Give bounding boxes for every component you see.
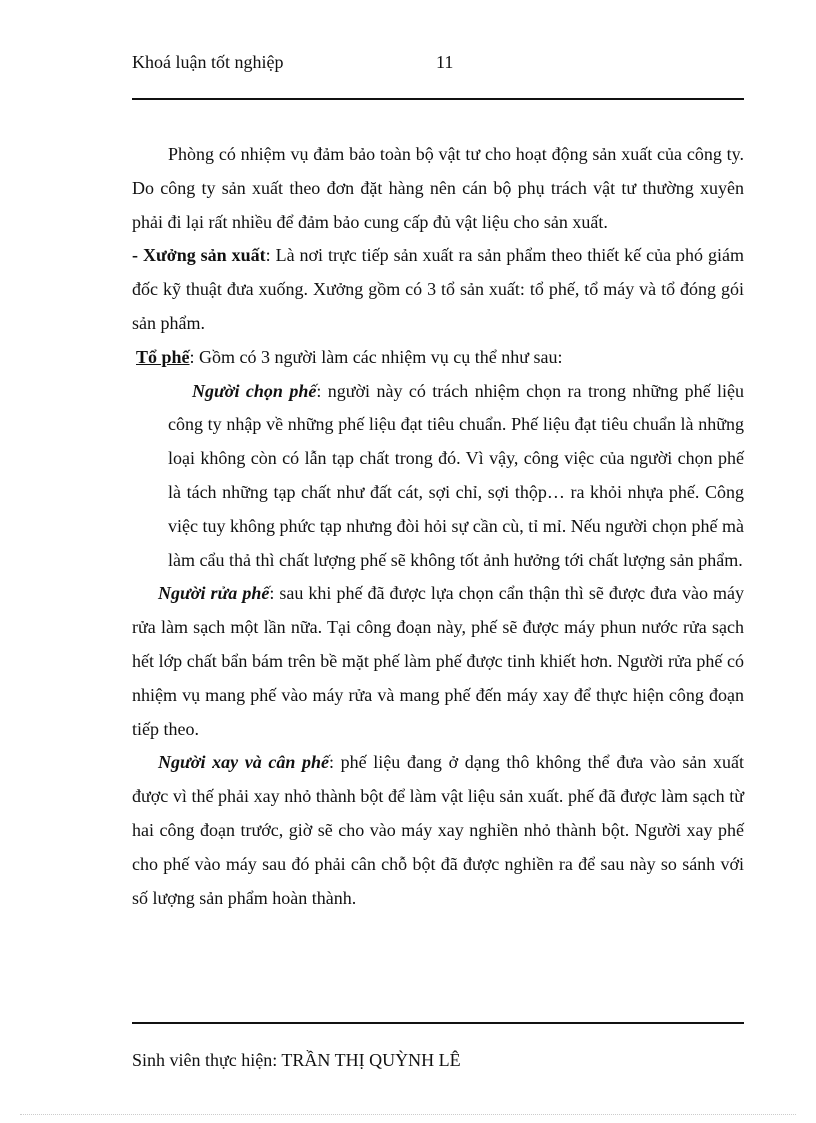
scrap-washer-label: Người rửa phế (158, 583, 270, 604)
paragraph-scrap-washer (132, 577, 744, 746)
page-edge-divider (20, 1114, 796, 1115)
header-title: Khoá luận tốt nghiệp (132, 52, 284, 72)
paragraph-scrap-sorter (132, 375, 744, 578)
scrap-team-text: : Gồm có 3 người làm các nhiệm vụ cụ thể như sau: (189, 346, 563, 367)
workshop-label: - Xưởng sản xuất (132, 245, 266, 266)
scrap-team-label: Tổ phế (136, 346, 190, 367)
scrap-grinder-label: Người xay và cân phế (158, 752, 330, 773)
paragraph-supplies: Phòng có nhiệm vụ đảm bảo toàn bộ vật tư cho hoạt động sản xuất của công ty. Do công ty sản xuất theo đơn đặt hàng nên cán bộ phụ trách vật tư thường xuyên phải đi lại rất nhiều để đảm bảo cung cấp đủ vật liệu cho sản xuất. (132, 144, 744, 232)
document-body (132, 138, 744, 915)
header-rule (132, 98, 744, 100)
page-number: 11 (436, 52, 454, 72)
scrap-washer-text: : sau khi phế đã được lựa chọn cẩn thận thì sẽ được đưa vào máy rửa làm sạch một lần nữa. Tại công đoạn này, phế sẽ được máy phun nước rửa sạch hết lớp chất bẩn bám trên bề mặt phế làm phế được tinh khiết hơn. Người rửa phế có nhiệm vụ mang phế vào máy rửa và mang phế đến máy xay để thực hiện công đoạn tiếp theo. (132, 583, 745, 739)
scrap-sorter-text: : người này có trách nhiệm chọn ra trong những phế liệu công ty nhập về những phế liệu đạt tiêu chuẩn. Phế liệu đạt tiêu chuẩn là những loại không còn có lẫn tạp chất trong đó. Vì vậy, công việc của người chọn phế là tách những tạp chất như đất cát, sợi chỉ, sợi thộp… ra khỏi nhựa phế. Công việc tuy không phức tạp nhưng đòi hỏi sự cần cù, tỉ mỉ. Nếu người chọn phế mà làm cẩu thả thì chất lượng phế sẽ không tốt ảnh hưởng tới chất lượng sản phẩm. (168, 380, 744, 570)
paragraph-scrap-grinder (132, 746, 744, 915)
footer-author: Sinh viên thực hiện: TRẦN THỊ QUỲNH LÊ (132, 1050, 461, 1070)
scrap-grinder-text: : phế liệu đang ở dạng thô không thể đưa vào sản xuất được vì thế phải xay nhỏ thành bột để làm vật liệu sản xuất. phế đã được làm sạch từ hai công đoạn trước, giờ sẽ cho vào máy xay nghiền nhỏ thành bột. Người xay phế cho phế vào máy sau đó phải cân chỗ bột đã được nghiền ra để sau này so sánh với số lượng sản phẩm hoàn thành. (132, 752, 744, 908)
footer-rule (132, 1022, 744, 1024)
paragraph-scrap-team (132, 341, 744, 375)
paragraph-workshop (132, 239, 744, 340)
scrap-sorter-label: Người chọn phế (192, 380, 317, 401)
workshop-text: : Là nơi trực tiếp sản xuất ra sản phẩm theo thiết kế của phó giám đốc kỹ thuật đưa xuống. Xưởng gồm có 3 tổ sản xuất: tổ phế, tổ máy và tổ đóng gói sản phẩm. (132, 245, 744, 333)
